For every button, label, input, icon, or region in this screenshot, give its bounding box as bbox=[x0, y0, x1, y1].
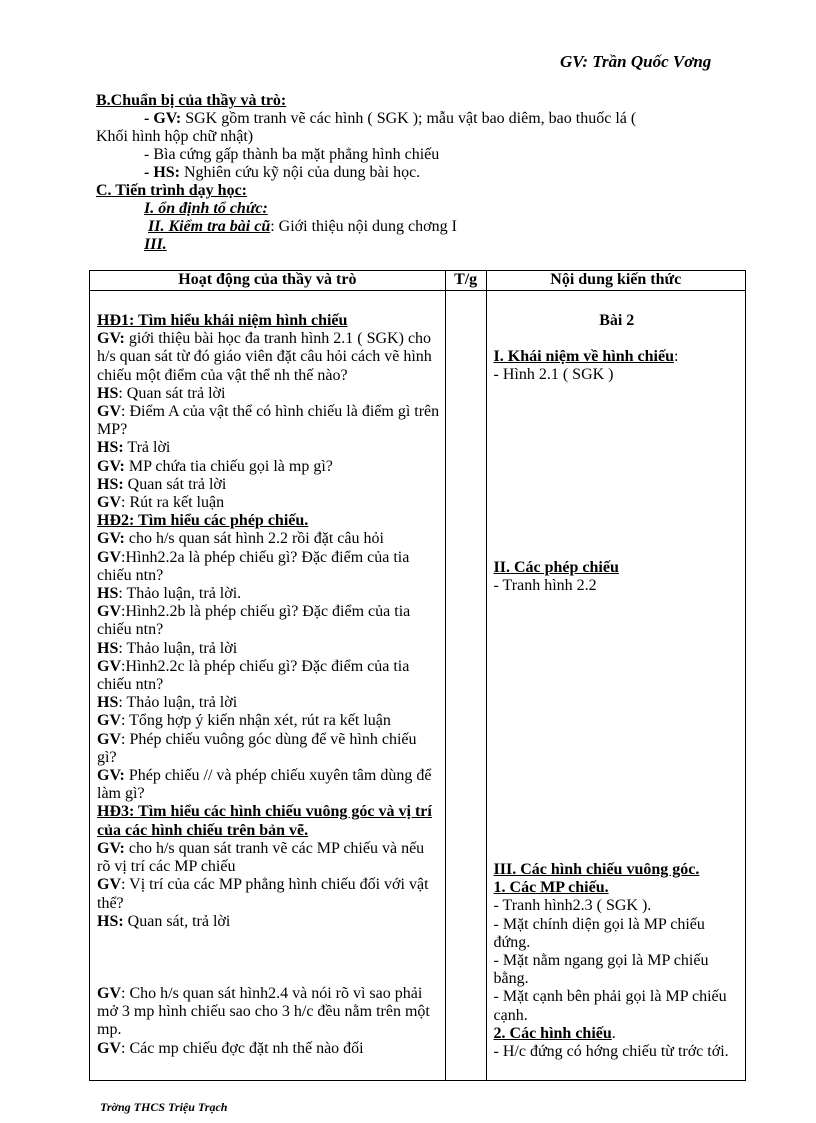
speaker-text: : Phép chiếu vuông góc dùng để vẽ hình chiếu gì? bbox=[97, 730, 417, 766]
section1-title-line bbox=[494, 348, 740, 366]
activity-heading bbox=[97, 512, 440, 530]
prep-hs-line bbox=[96, 164, 736, 182]
dialogue-line bbox=[97, 712, 440, 730]
speaker-text: : Thảo luận, trả lời bbox=[118, 639, 238, 657]
dialogue-line bbox=[97, 549, 440, 585]
on-dinh-heading: I. ổn định tổ chức: bbox=[144, 200, 268, 217]
speaker-label: HS bbox=[97, 639, 119, 657]
dialogue-line bbox=[97, 913, 440, 931]
speaker-text: cho h/s quan sát hình 2.2 rồi đặt câu hỏi bbox=[124, 530, 384, 548]
speaker-label: GV bbox=[97, 494, 121, 512]
school-footer: Trờng THCS Triệu Trạch bbox=[100, 1100, 228, 1114]
speaker-text: Quan sát trả lời bbox=[123, 475, 227, 493]
speaker-label: GV bbox=[97, 984, 121, 1002]
activity-heading-text: HĐ2: Tìm hiểu các phép chiếu. bbox=[97, 512, 309, 530]
speaker-label: HS: bbox=[97, 912, 124, 930]
prep-gv-line bbox=[96, 110, 736, 128]
speaker-label: GV: bbox=[97, 457, 125, 475]
dialogue-line bbox=[97, 330, 440, 385]
section2-title: II. Các phép chiếu bbox=[493, 558, 619, 576]
speaker-text: Phép chiếu // và phép chiếu xuyên tâm dùng để làm gì? bbox=[97, 767, 432, 803]
speaker-text: MP chứa tia chiếu gọi là mp gì? bbox=[124, 457, 333, 475]
activities-content bbox=[91, 292, 444, 1079]
dialogue-line bbox=[97, 585, 440, 603]
speaker-text: : Rút ra kết luận bbox=[121, 494, 225, 512]
list-item: - Mặt nằm ngang gọi là MP chiếu bằng. bbox=[493, 952, 709, 988]
speaker-text: : Quan sát trả lời bbox=[118, 384, 226, 402]
preparation-section bbox=[96, 92, 736, 254]
speaker-label: HS bbox=[97, 585, 119, 603]
dialogue-line bbox=[97, 876, 440, 912]
speaker-text: :Hình2.2b là phép chiếu gì? Đặc điểm của tia chiếu ntn? bbox=[97, 603, 411, 639]
section3-sub1: 1. Các MP chiếu. bbox=[493, 879, 609, 897]
section3-sub2-line bbox=[494, 1025, 740, 1043]
speaker-text: : Thảo luận, trả lời bbox=[118, 694, 238, 712]
dialogue-line bbox=[97, 640, 440, 658]
prep-gv-line2: Khối hình hộp chữ nhật) bbox=[96, 128, 254, 145]
prep-heading: B.Chuẩn bị của thầy và trò: bbox=[96, 92, 287, 109]
lesson-table bbox=[89, 270, 746, 1081]
speaker-label: GV bbox=[97, 712, 121, 730]
lesson-number: Bài 2 bbox=[599, 312, 635, 329]
speaker-label: GV bbox=[97, 403, 121, 421]
speaker-label: GV: bbox=[97, 330, 125, 348]
gv-text: SGK gồm tranh vẽ các hình ( SGK ); mẫu vật bao diêm, bao thuốc lá ( bbox=[181, 110, 637, 127]
table-row bbox=[90, 291, 746, 1081]
activity-heading bbox=[97, 803, 440, 839]
dialogue-line bbox=[97, 439, 440, 457]
speaker-text: cho h/s quan sát tranh vẽ các MP chiếu và nếu rõ vị trí các MP chiếu bbox=[97, 839, 425, 876]
header-time: T/g bbox=[445, 271, 486, 291]
kiem-tra-text: : Giới thiệu nội dung chơng I bbox=[270, 218, 457, 235]
knowledge-content bbox=[488, 292, 744, 1079]
speaker-label: GV: bbox=[97, 767, 125, 785]
speaker-label: GV bbox=[97, 730, 121, 748]
speaker-text: : Các mp chiếu đợc đặt nh thế nào đối bbox=[121, 1039, 364, 1057]
teacher-name: GV: Trần Quốc Vơng bbox=[560, 52, 712, 71]
speaker-label: GV bbox=[97, 876, 121, 894]
activity-heading bbox=[97, 312, 440, 330]
speaker-label: HS: bbox=[97, 439, 124, 457]
section3-sub2: 2. Các hình chiếu bbox=[493, 1024, 612, 1042]
speaker-label: HS bbox=[97, 694, 119, 712]
spacer bbox=[97, 931, 440, 985]
speaker-text: giới thiệu bài học đa tranh hình 2.1 ( SGK) cho h/s quan sát từ đó giáo viên đặt câu hỏi cách vẽ hình chiếu một điểm của vật thể nh thế nào? bbox=[97, 330, 432, 384]
dialogue-line bbox=[97, 767, 440, 803]
activity-heading-text: HĐ1: Tìm hiểu khái niệm hình chiếu bbox=[97, 312, 348, 329]
dialogue-line bbox=[97, 658, 440, 694]
speaker-label: GV bbox=[97, 1039, 121, 1057]
speaker-text: : Cho h/s quan sát hình2.4 và nói rõ vì sao phải mở 3 mp hình chiếu sao cho 3 h/c đều nằm trên một mp. bbox=[97, 984, 430, 1039]
speaker-text: : Vị trí của các MP phẳng hình chiếu đối với vật thể? bbox=[97, 876, 429, 912]
speaker-label: GV: bbox=[97, 530, 125, 548]
hs-text: Nghiên cứu kỹ nội của dung bài học. bbox=[180, 164, 421, 181]
speaker-text: Quan sát, trả lời bbox=[123, 912, 231, 930]
speaker-text: : Điểm A của vật thể có hình chiếu là điểm gì trên MP? bbox=[97, 403, 440, 439]
activity-heading-text: HĐ3: Tìm hiểu các hình chiếu vuông góc và vị trí của các hình chiếu trên bản vẽ. bbox=[97, 803, 432, 839]
speaker-label: GV bbox=[97, 548, 121, 566]
header-content: Nội dung kiến thức bbox=[486, 271, 745, 291]
section1-title: I. Khái niệm về hình chiếu bbox=[493, 348, 674, 366]
section3-title: III. Các hình chiếu vuông góc. bbox=[493, 861, 700, 879]
header-activities: Hoạt động của thầy và trò bbox=[90, 271, 446, 291]
list-item: - H/c đứng có hớng chiếu từ trớc tới. bbox=[493, 1043, 729, 1061]
dialogue-line bbox=[97, 840, 440, 876]
dialogue-line bbox=[97, 731, 440, 767]
dialogue-line bbox=[97, 476, 440, 494]
speaker-text: :Hình2.2a là phép chiếu gì? Đặc điểm của tia chiếu ntn? bbox=[97, 548, 410, 584]
list-item: - Mặt chính diện gọi là MP chiếu đứng. bbox=[493, 915, 705, 951]
speaker-text: Trả lời bbox=[123, 439, 171, 457]
speaker-label: HS: bbox=[97, 475, 124, 493]
dialogue-line bbox=[97, 530, 440, 548]
speaker-text: :Hình2.2c là phép chiếu gì? Đặc điểm của tia chiếu ntn? bbox=[97, 657, 410, 694]
dialogue-line bbox=[97, 458, 440, 476]
activities-cell bbox=[90, 291, 446, 1081]
dialogue-line bbox=[97, 403, 440, 439]
section3-sub2-dot: . bbox=[611, 1024, 616, 1042]
list-item: - Mặt cạnh bên phải gọi là MP chiếu cạnh. bbox=[493, 988, 727, 1024]
section1-colon: : bbox=[674, 348, 679, 366]
dialogue-line bbox=[97, 985, 440, 1040]
iii-heading: III. bbox=[144, 236, 167, 253]
dialogue-line bbox=[97, 603, 440, 639]
speaker-text: : Thảo luận, trả lời. bbox=[118, 585, 242, 603]
list-item: - Tranh hình2.3 ( SGK ). bbox=[493, 897, 652, 915]
dialogue-line bbox=[97, 494, 440, 512]
time-cell bbox=[445, 291, 486, 1081]
prep-bia-line: - Bìa cứng gấp thành ba mặt phẳng hình chiếu bbox=[144, 146, 440, 163]
dialogue-line bbox=[97, 694, 440, 712]
speaker-label: GV bbox=[97, 657, 121, 675]
speaker-label: GV bbox=[97, 603, 121, 621]
section2-item: - Tranh hình 2.2 bbox=[493, 576, 597, 594]
content-cell bbox=[486, 291, 745, 1081]
kiem-tra-line bbox=[96, 218, 736, 236]
dialogue-line bbox=[97, 1040, 440, 1058]
speaker-label: GV: bbox=[97, 839, 125, 857]
table-header-row bbox=[90, 271, 746, 291]
speaker-label: HS bbox=[97, 384, 119, 402]
dialogue-line bbox=[97, 385, 440, 403]
gv-label: - GV: bbox=[144, 110, 182, 127]
tien-trinh-heading: C. Tiến trình dạy học: bbox=[96, 182, 247, 199]
speaker-text: : Tổng hợp ý kiến nhận xét, rút ra kết luận bbox=[121, 712, 391, 730]
kiem-tra-label: II. Kiểm tra bài cũ bbox=[148, 218, 271, 235]
hs-label: - HS: bbox=[144, 164, 180, 181]
section1-item: - Hình 2.1 ( SGK ) bbox=[493, 366, 614, 384]
